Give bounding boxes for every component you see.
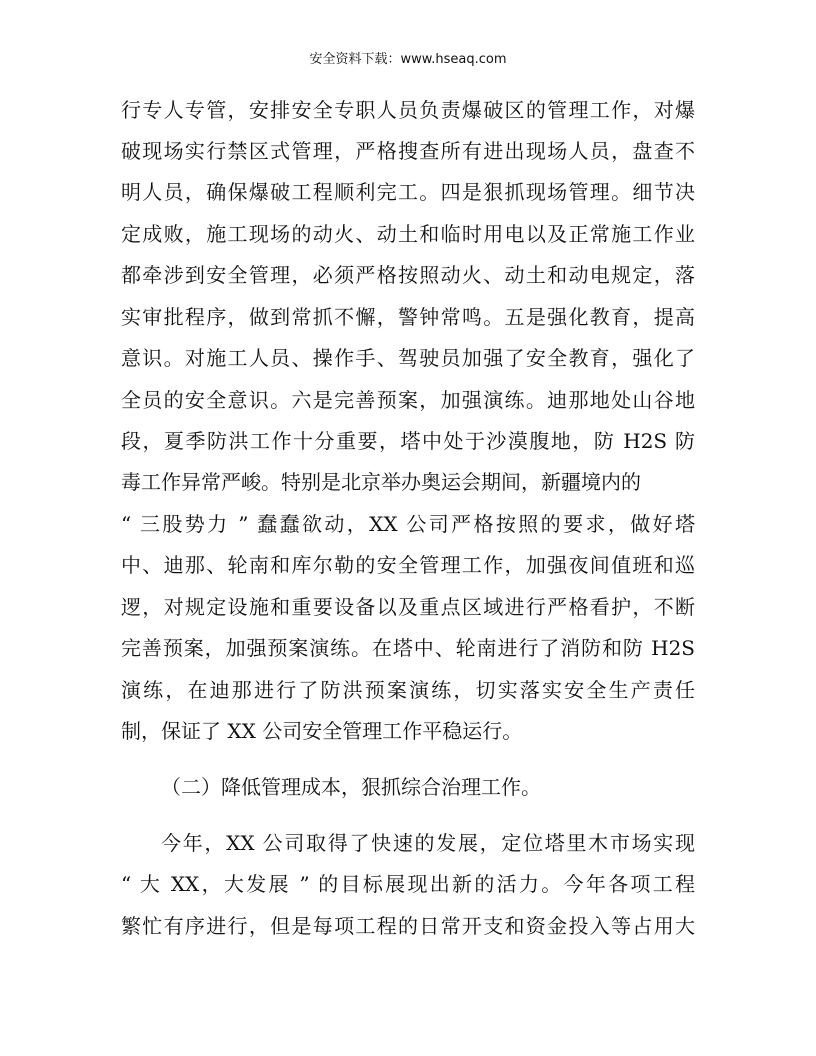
- text-line: 明人员，确保爆破工程顺利完工。四是狠抓现场管理。细节决: [121, 180, 695, 204]
- text-line: 段，夏季防洪工作十分重要，塔中处于沙漠腹地，防 H2S 防: [121, 429, 695, 453]
- text-line: 逻，对规定设施和重要设备以及重点区域进行严格看护，不断: [121, 595, 695, 619]
- text-line: 定成败，施工现场的动火、动土和临时用电以及正常施工作业: [121, 222, 695, 246]
- text-line: 完善预案，加强预案演练。在塔中、轮南进行了消防和防 H2S: [121, 636, 695, 660]
- text-line: 演练，在迪那进行了防洪预案演练，切实落实安全生产责任: [121, 678, 695, 702]
- text-line: 破现场实行禁区式管理，严格搜查所有进出现场人员，盘查不: [121, 139, 695, 163]
- text-line: 今年，XX 公司取得了快速的发展，定位塔里木市场实现: [161, 831, 695, 855]
- text-line: 毒工作异常严峻。特别是北京举办奥运会期间，新疆境内的: [121, 470, 641, 494]
- text-line: 中、迪那、轮南和库尔勒的安全管理工作，加强夜间值班和巡: [121, 553, 695, 577]
- text-line: 繁忙有序进行，但是每项工程的日常开支和资金投入等占用大: [121, 914, 695, 938]
- text-line: “ 大 XX，大发展 ” 的目标展现出新的活力。今年各项工程: [121, 872, 695, 896]
- text-line: “ 三股势力 ” 蠢蠢欲动，XX 公司严格按照的要求，做好塔: [121, 512, 695, 536]
- page-header: 安全资料下载：www.hseaq.com: [309, 52, 507, 67]
- text-line: 行专人专管，安排安全专职人员负责爆破区的管理工作，对爆: [121, 98, 695, 122]
- text-line: 意识。对施工人员、操作手、驾驶员加强了安全教育，强化了: [121, 346, 695, 370]
- text-line: 都牵涉到安全管理，必须严格按照动火、动土和动电规定，落: [121, 263, 695, 287]
- text-line: 实审批程序，做到常抓不懈，警钟常鸣。五是强化教育，提高: [121, 305, 695, 329]
- text-line: 制，保证了 XX 公司安全管理工作平稳运行。: [121, 719, 523, 743]
- section-heading: （二）降低管理成本，狠抓综合治理工作。: [161, 775, 541, 799]
- text-line: 全员的安全意识。六是完善预案，加强演练。迪那地处山谷地: [121, 388, 695, 412]
